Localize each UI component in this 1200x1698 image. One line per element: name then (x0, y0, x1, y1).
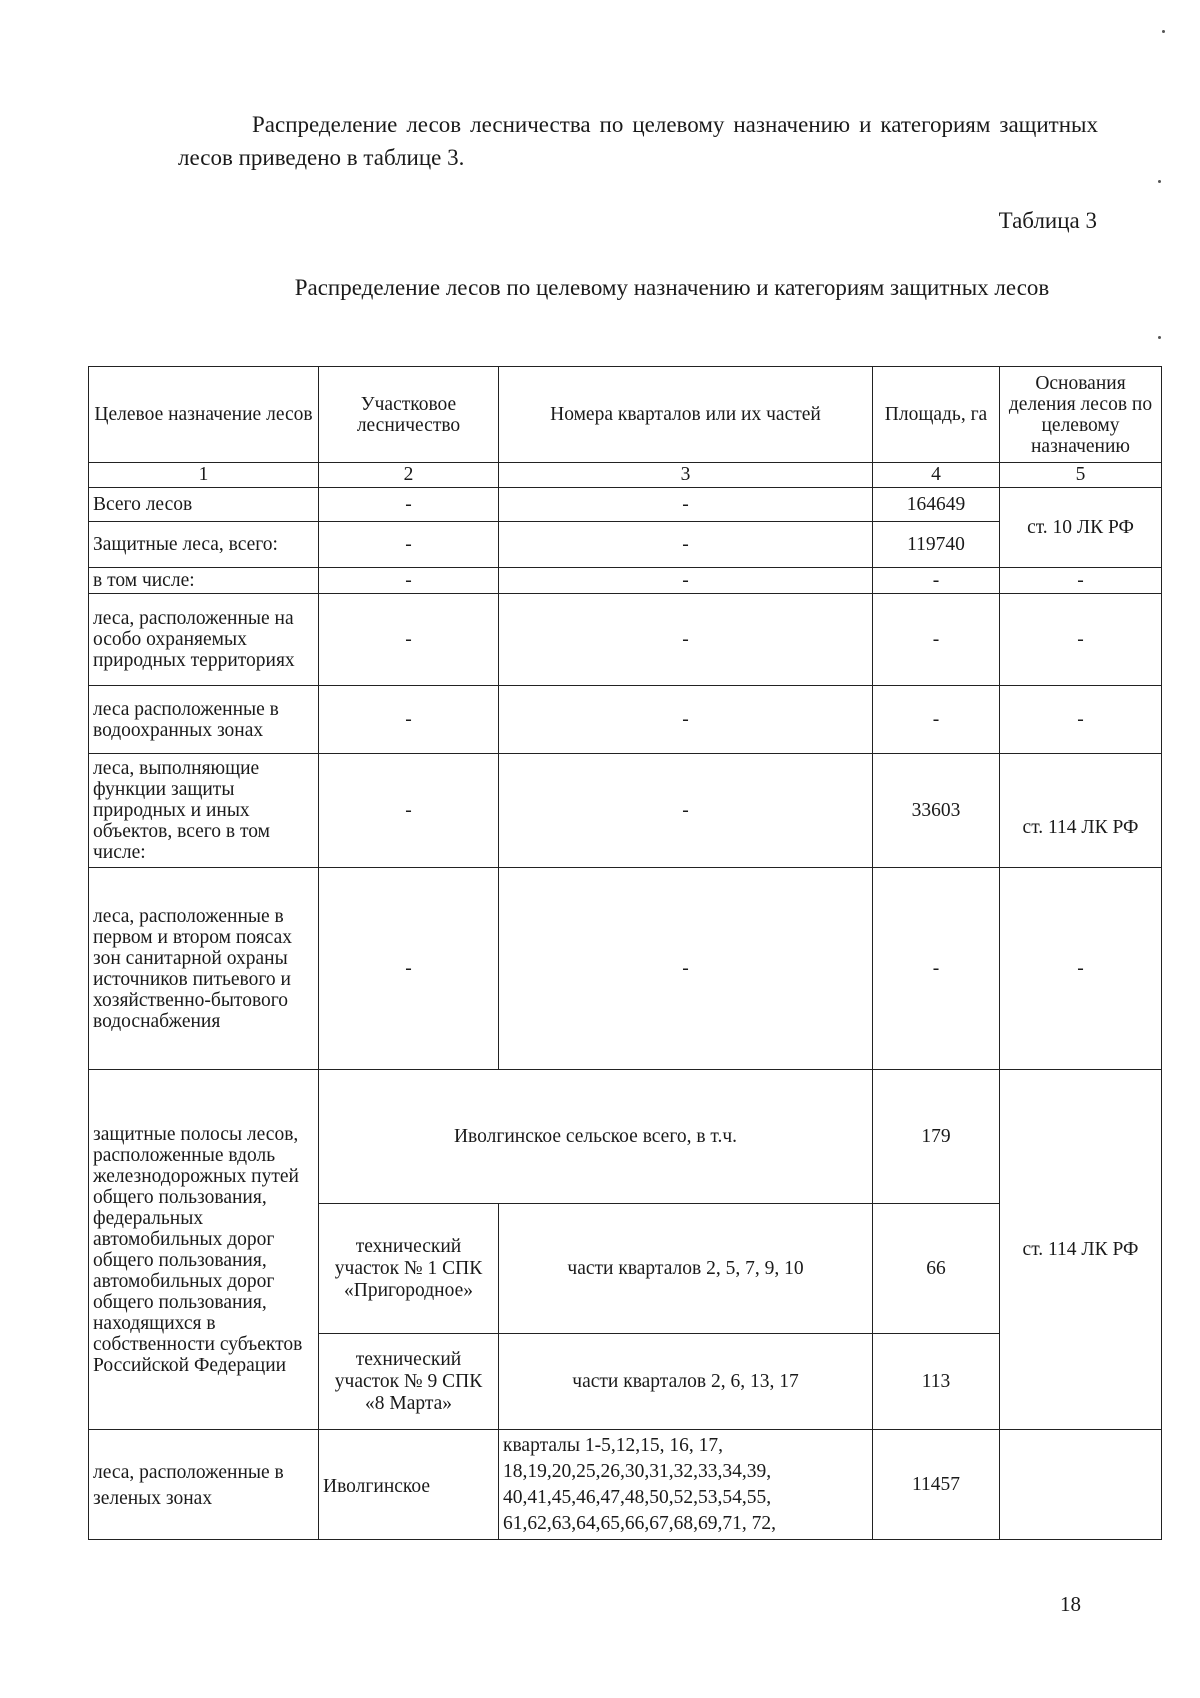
table-row-total (89, 488, 1162, 522)
cell-district: технический участок № 1 СПК «Пригородное» (319, 1204, 499, 1334)
table-row-sanitary-zones (89, 868, 1162, 1070)
cell-area: - (873, 568, 1000, 594)
cell-area: 164649 (873, 488, 1000, 522)
cell-purpose: в том числе: (89, 568, 319, 594)
cell-area: - (873, 686, 1000, 754)
cell-area: 66 (873, 1204, 1000, 1334)
cell-purpose: Всего лесов (89, 488, 319, 522)
cell-quarters: - (499, 686, 873, 754)
header-district: Участковое лесничество (319, 367, 499, 463)
column-number: 5 (1000, 463, 1162, 488)
column-number: 1 (89, 463, 319, 488)
cell-district: технический участок № 9 СПК «8 Марта» (319, 1334, 499, 1430)
header-row (89, 367, 1162, 463)
column-number: 4 (873, 463, 1000, 488)
table-row-protected-areas (89, 594, 1162, 686)
cell-district: - (319, 868, 499, 1070)
header-purpose: Целевое назначение лесов (89, 367, 319, 463)
scan-speck (1158, 180, 1161, 183)
cell-district: - (319, 594, 499, 686)
cell-basis: - (1000, 868, 1162, 1070)
cell-purpose: леса, выполняющие функции защиты природных и иных объектов, всего в том числе: (89, 754, 319, 868)
column-number-row (89, 463, 1162, 488)
cell-subtotal-label: Иволгинское сельское всего, в т.ч. (319, 1070, 873, 1204)
table-row-road-strips (89, 1070, 1162, 1204)
column-number: 2 (319, 463, 499, 488)
header-quarters: Номера кварталов или их частей (499, 367, 873, 463)
cell-area: 11457 (873, 1430, 1000, 1540)
table-row-including (89, 568, 1162, 594)
cell-district: Иволгинское (319, 1430, 499, 1540)
cell-basis: - (1000, 594, 1162, 686)
cell-purpose: леса, расположенные на особо охраняемых природных территориях (89, 594, 319, 686)
cell-quarters: - (499, 522, 873, 568)
cell-quarters: - (499, 868, 873, 1070)
scan-speck (1158, 336, 1161, 339)
cell-area: - (873, 594, 1000, 686)
cell-area: - (873, 868, 1000, 1070)
table-row-protection-functions (89, 754, 1162, 868)
cell-area: 113 (873, 1334, 1000, 1430)
cell-quarters: - (499, 754, 873, 868)
cell-purpose: леса, расположенные в первом и втором поясах зон санитарной охраны источников питьевого и хозяйственно-бытового водоснабжения (89, 868, 319, 1070)
forest-distribution-table (88, 366, 1162, 1540)
cell-quarters: - (499, 488, 873, 522)
cell-area: 33603 (873, 754, 1000, 868)
table-row-water-zones (89, 686, 1162, 754)
cell-basis: ст. 114 ЛК РФ (1000, 1070, 1162, 1430)
cell-district: - (319, 488, 499, 522)
table-label: Таблица 3 (998, 208, 1097, 233)
cell-basis (1000, 1430, 1162, 1540)
cell-purpose: защитные полосы лесов, расположенные вдоль железнодорожных путей общего пользования, федеральных автомобильных дорог общего пользования, автомобильных дорог общего пользования, находящихся в собственности субъектов Российской Федерации (89, 1070, 319, 1430)
cell-quarters: - (499, 594, 873, 686)
cell-basis: ст. 114 ЛК РФ (1000, 754, 1162, 868)
page-number: 18 (1060, 1592, 1081, 1616)
cell-district: - (319, 568, 499, 594)
cell-area: 179 (873, 1070, 1000, 1204)
header-basis: Основания деления лесов по целевому назначению (1000, 367, 1162, 463)
cell-district: - (319, 754, 499, 868)
column-number: 3 (499, 463, 873, 488)
cell-district: - (319, 686, 499, 754)
cell-basis: - (1000, 568, 1162, 594)
table-row-green-zones (89, 1430, 1162, 1540)
cell-area: 119740 (873, 522, 1000, 568)
cell-purpose: леса, расположенные в зеленых зонах (89, 1430, 319, 1540)
cell-quarters: части кварталов 2, 6, 13, 17 (499, 1334, 873, 1430)
cell-purpose: Защитные леса, всего: (89, 522, 319, 568)
cell-quarters: - (499, 568, 873, 594)
cell-basis: ст. 10 ЛК РФ (1000, 488, 1162, 568)
cell-quarters: части кварталов 2, 5, 7, 9, 10 (499, 1204, 873, 1334)
cell-basis: - (1000, 686, 1162, 754)
cell-district: - (319, 522, 499, 568)
header-area: Площадь, га (873, 367, 1000, 463)
table-title: Распределение лесов по целевому назначению и категориям защитных лесов (294, 275, 1050, 300)
cell-purpose: леса расположенные в водоохранных зонах (89, 686, 319, 754)
intro-paragraph (178, 108, 1098, 174)
scan-speck (1162, 30, 1165, 33)
intro-text: Распределение лесов лесничества по целевому назначению и категориям защитных лесов приведено в таблице 3. (178, 112, 1098, 170)
cell-quarters: кварталы 1-5,12,15, 16, 17, 18,19,20,25,26,30,31,32,33,34,39, 40,41,45,46,47,48,50,52,53,54,55, 61,62,63,64,65,66,67,68,69,71, 72, (499, 1430, 873, 1540)
